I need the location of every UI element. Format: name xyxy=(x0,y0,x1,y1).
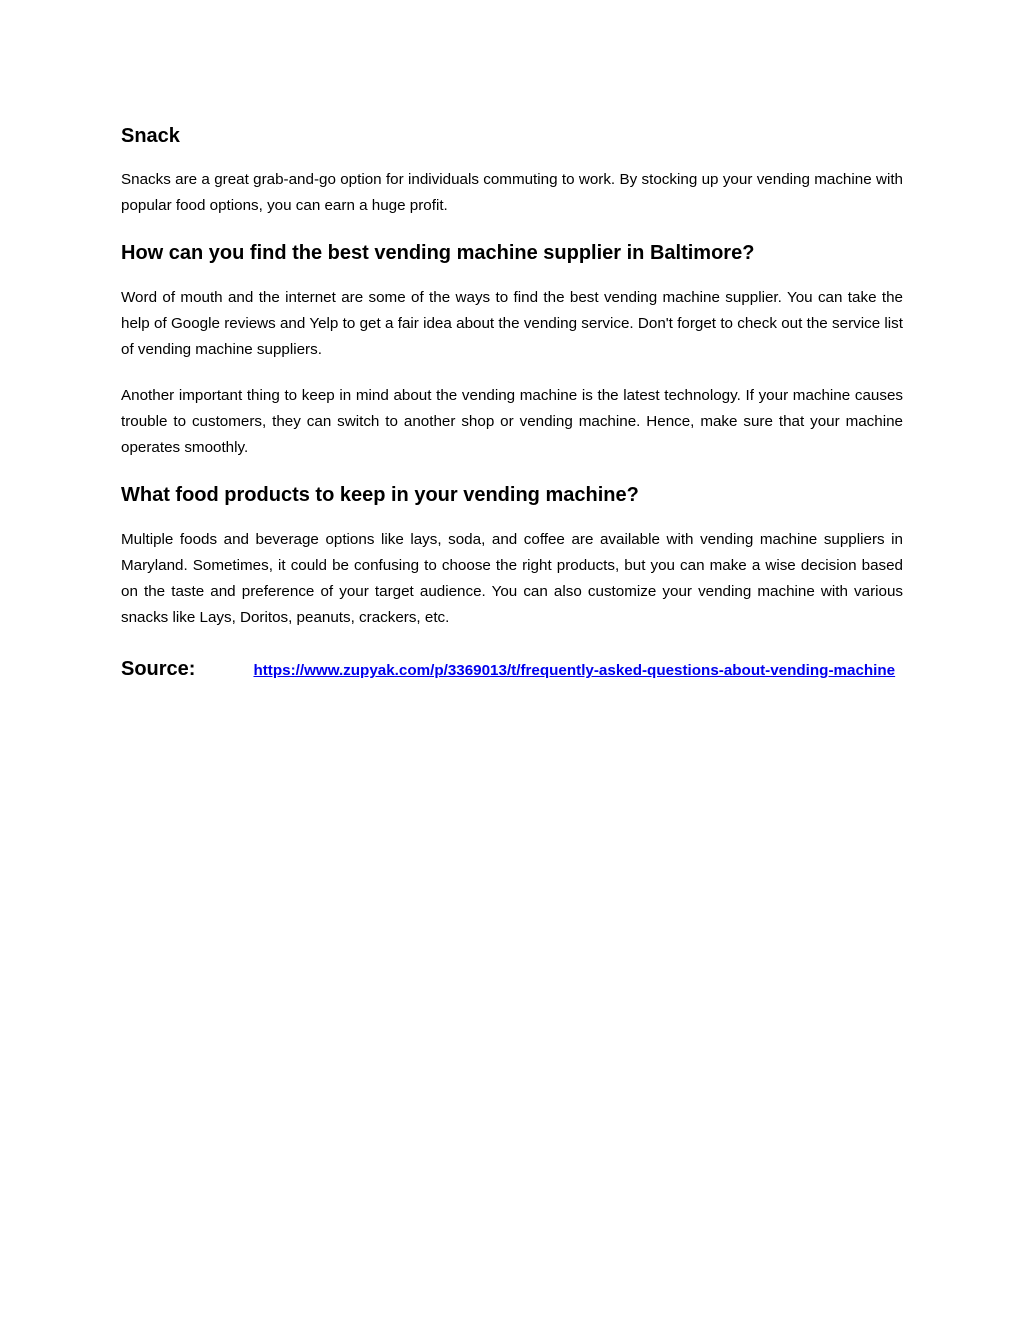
find-supplier-paragraph-2: Another important thing to keep in mind about the vending machine is the latest technology. If your machine causes trouble to customers, they can switch to another shop or vending machine. Hence, make sure that your machine operates smoothly. xyxy=(121,387,903,456)
section-heading-food-products: What food products to keep in your vending machine? xyxy=(121,484,639,506)
snack-paragraph: Snacks are a great grab-and-go option for individuals commuting to work. By stocking up your vending machine with popular food options, you can earn a huge profit. xyxy=(121,171,903,214)
source-line xyxy=(121,655,903,685)
find-supplier-paragraph-1: Word of mouth and the internet are some of the ways to find the best vending machine supplier. You can take the help of Google reviews and Yelp to get a fair idea about the vending service. Don't forget to check out the service list of vending machine suppliers. xyxy=(121,289,903,358)
section-heading-snack: Snack xyxy=(121,125,180,147)
food-products-paragraph: Multiple foods and beverage options like lays, soda, and coffee are available with vending machine suppliers in Maryland. Sometimes, it could be confusing to choose the right products, but you can make a wise decision based on the taste and preference of your target audience. You can also customize your vending machine with various snacks like Lays, Doritos, peanuts, crackers, etc. xyxy=(121,531,903,626)
source-label: Source: xyxy=(121,658,196,680)
section-heading-find-supplier: How can you find the best vending machine supplier in Baltimore? xyxy=(121,242,755,264)
source-link[interactable]: https://www.zupyak.com/p/3369013/t/frequently-asked-questions-about-vending-machine xyxy=(253,662,896,679)
